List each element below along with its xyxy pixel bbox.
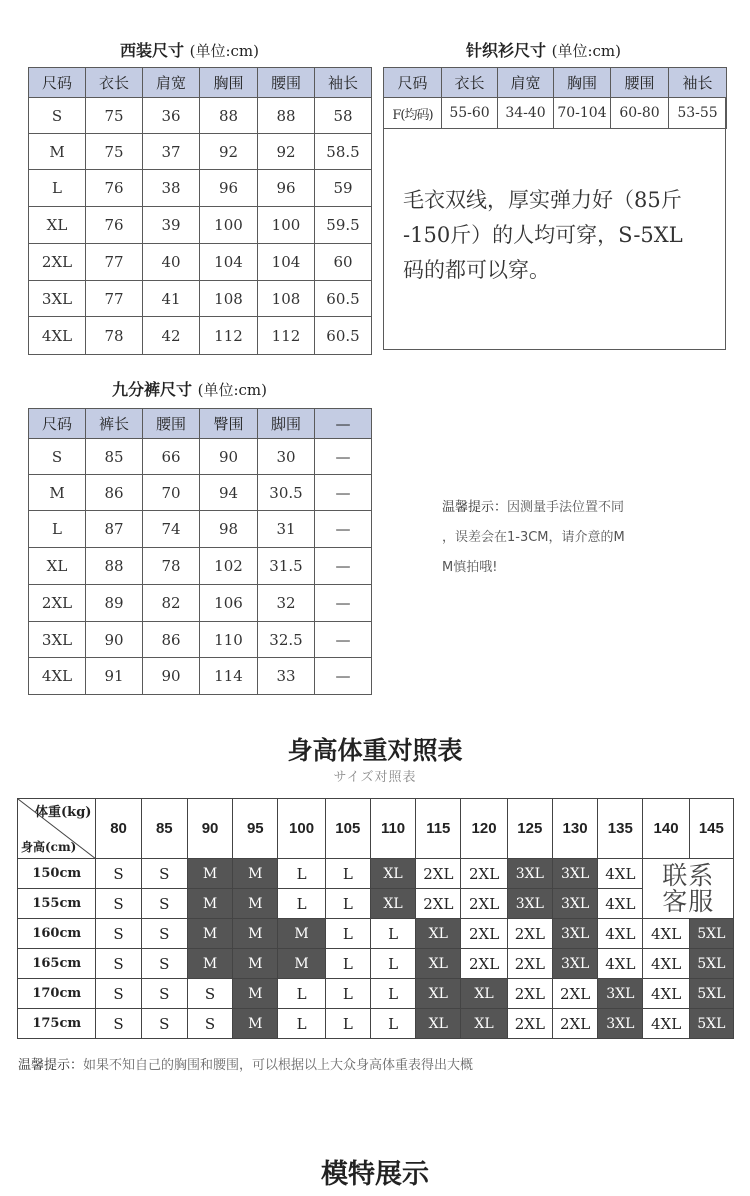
cell: 58.5: [315, 134, 372, 170]
suit-unit-text: (单位:cm): [189, 42, 259, 60]
cell: 3XL: [29, 281, 86, 317]
corner-weight-label: 体重(kg): [35, 805, 92, 820]
cell: 59.5: [315, 207, 372, 244]
cell: 90: [143, 658, 200, 695]
weight-header-cell: 140: [643, 799, 689, 859]
size-cell: L: [325, 919, 370, 949]
size-cell: M: [278, 919, 325, 949]
size-cell: S: [96, 859, 141, 889]
size-cell: 4XL: [643, 949, 689, 979]
cell: 58: [315, 98, 372, 134]
size-cell: 2XL: [461, 889, 507, 919]
table-row: [29, 622, 372, 658]
cell: 75: [86, 98, 143, 134]
cell: 92: [200, 134, 258, 170]
cell: 104: [200, 244, 258, 281]
size-cell: S: [96, 1009, 141, 1039]
cell: 37: [143, 134, 200, 170]
size-cell: L: [370, 949, 415, 979]
size-cell: 5XL: [689, 979, 733, 1009]
cell: 4XL: [29, 658, 86, 695]
pants-header-length: 裤长: [86, 409, 143, 439]
size-cell: M: [187, 919, 232, 949]
table-row: [29, 317, 372, 355]
cell: 36: [143, 98, 200, 134]
knit-note-line: -150斤）的人均可穿，S-5XL: [403, 223, 683, 247]
size-cell: 4XL: [598, 919, 643, 949]
hw-title: 身高体重对照表: [287, 736, 463, 765]
size-cell: M: [187, 859, 232, 889]
knit-size-box: [383, 67, 726, 350]
table-row: [29, 511, 372, 548]
size-cell: 4XL: [643, 1009, 689, 1039]
cell: 70: [143, 475, 200, 511]
size-cell: S: [96, 889, 141, 919]
cell: 2XL: [29, 585, 86, 622]
table-row: [29, 281, 372, 317]
table-row: [29, 475, 372, 511]
size-cell: S: [141, 859, 187, 889]
cell: 106: [200, 585, 258, 622]
measurement-tip: [442, 493, 742, 583]
suit-header-sleeve: 袖长: [315, 68, 372, 98]
cell: 39: [143, 207, 200, 244]
height-cell: 155cm: [18, 889, 96, 919]
cell: 76: [86, 170, 143, 207]
size-cell: L: [325, 949, 370, 979]
weight-header-cell: 120: [461, 799, 507, 859]
size-cell: 4XL: [598, 889, 643, 919]
cell: 89: [86, 585, 143, 622]
cell: —: [315, 511, 372, 548]
cell: 100: [258, 207, 315, 244]
suit-header-waist: 腰围: [258, 68, 315, 98]
cell: 112: [200, 317, 258, 355]
size-cell: XL: [416, 1009, 461, 1039]
size-cell: S: [96, 919, 141, 949]
cell: 55-60: [442, 98, 498, 129]
cell: 94: [200, 475, 258, 511]
cell: 82: [143, 585, 200, 622]
size-cell: L: [370, 979, 415, 1009]
cell: 31: [258, 511, 315, 548]
cell: 40: [143, 244, 200, 281]
cell: XL: [29, 548, 86, 585]
cell: 86: [143, 622, 200, 658]
table-row: [29, 585, 372, 622]
weight-header-cell: 125: [507, 799, 552, 859]
table-corner: [18, 799, 96, 859]
pants-header-hip: 臀围: [200, 409, 258, 439]
size-cell: L: [370, 919, 415, 949]
cell: 60.5: [315, 317, 372, 355]
size-cell: S: [96, 949, 141, 979]
cell: 90: [200, 439, 258, 475]
weight-header-cell: 110: [370, 799, 415, 859]
table-row: [18, 979, 734, 1009]
knit-header-chest: 胸围: [554, 68, 611, 98]
size-cell: 3XL: [552, 919, 597, 949]
weight-header-cell: 115: [416, 799, 461, 859]
suit-size-title: [120, 38, 259, 61]
cell: 76: [86, 207, 143, 244]
cell: 108: [200, 281, 258, 317]
knit-title-text: 针织衫尺寸: [466, 41, 547, 60]
pants-header-waist: 腰围: [143, 409, 200, 439]
table-row: [18, 889, 734, 919]
cell: 87: [86, 511, 143, 548]
cell: 32: [258, 585, 315, 622]
suit-header-size: 尺码: [29, 68, 86, 98]
cell: 88: [200, 98, 258, 134]
size-cell: 2XL: [507, 919, 552, 949]
table-row: [29, 98, 372, 134]
cell: 30.5: [258, 475, 315, 511]
size-cell: 3XL: [507, 859, 552, 889]
table-row: [384, 98, 727, 129]
size-cell: 3XL: [552, 949, 597, 979]
size-cell: 2XL: [507, 1009, 552, 1039]
cell: 66: [143, 439, 200, 475]
knit-header-length: 衣长: [442, 68, 498, 98]
height-cell: 175cm: [18, 1009, 96, 1039]
weight-header-cell: 95: [233, 799, 278, 859]
size-cell: M: [233, 1009, 278, 1039]
size-cell: 5XL: [689, 919, 733, 949]
table-row: [29, 170, 372, 207]
size-cell: M: [233, 889, 278, 919]
pants-header-size: 尺码: [29, 409, 86, 439]
size-cell: M: [278, 949, 325, 979]
cell: 60: [315, 244, 372, 281]
weight-header-cell: 90: [187, 799, 232, 859]
cell: 53-55: [669, 98, 727, 129]
size-cell: 3XL: [552, 859, 597, 889]
contact-line: 客服: [662, 886, 715, 916]
table-row: [18, 949, 734, 979]
pants-unit-text: (单位:cm): [197, 381, 267, 399]
size-cell: 5XL: [689, 949, 733, 979]
size-cell: M: [233, 859, 278, 889]
tip-line: ，误差会在1-3CM，请介意的M: [442, 530, 625, 545]
table-row: [18, 859, 734, 889]
size-cell: 4XL: [598, 949, 643, 979]
size-cell: S: [187, 979, 232, 1009]
size-cell: 4XL: [643, 979, 689, 1009]
cell: 114: [200, 658, 258, 695]
cell: M: [29, 475, 86, 511]
cell: 86: [86, 475, 143, 511]
knit-size-table: [383, 67, 727, 129]
cell: —: [315, 658, 372, 695]
suit-size-table: [28, 67, 372, 355]
weight-header-cell: 130: [552, 799, 597, 859]
size-cell: L: [278, 1009, 325, 1039]
size-cell: 2XL: [416, 889, 461, 919]
cell: 85: [86, 439, 143, 475]
size-cell: 2XL: [507, 949, 552, 979]
size-cell: 2XL: [552, 979, 597, 1009]
height-cell: 150cm: [18, 859, 96, 889]
size-cell: S: [141, 949, 187, 979]
cell: 77: [86, 281, 143, 317]
size-cell: L: [325, 1009, 370, 1039]
weight-header-cell: 135: [598, 799, 643, 859]
pants-header-empty: —: [315, 409, 372, 439]
cell: L: [29, 170, 86, 207]
cell: 59: [315, 170, 372, 207]
size-cell: XL: [461, 979, 507, 1009]
size-cell: L: [278, 859, 325, 889]
contact-service-cell: [643, 859, 734, 919]
size-cell: M: [187, 949, 232, 979]
size-cell: XL: [416, 919, 461, 949]
table-row: [29, 548, 372, 585]
cell: 38: [143, 170, 200, 207]
cell: 108: [258, 281, 315, 317]
size-cell: 2XL: [416, 859, 461, 889]
cell: M: [29, 134, 86, 170]
size-cell: S: [141, 979, 187, 1009]
cell: —: [315, 585, 372, 622]
height-cell: 160cm: [18, 919, 96, 949]
knit-note: [403, 183, 683, 288]
cell: 60-80: [611, 98, 669, 129]
cell: 75: [86, 134, 143, 170]
contact-line: 联系: [662, 860, 715, 890]
size-cell: XL: [370, 859, 415, 889]
size-cell: 2XL: [507, 979, 552, 1009]
pants-title-text: 九分裤尺寸: [112, 380, 193, 399]
pants-header-ankle: 脚围: [258, 409, 315, 439]
cell: 92: [258, 134, 315, 170]
table-header-row: [18, 799, 734, 859]
cell: —: [315, 439, 372, 475]
tip-line: 因测量手法位置不同: [507, 500, 625, 515]
cell: XL: [29, 207, 86, 244]
size-cell: S: [141, 889, 187, 919]
size-cell: 2XL: [461, 859, 507, 889]
size-cell: L: [278, 889, 325, 919]
cell: 96: [200, 170, 258, 207]
cell: 42: [143, 317, 200, 355]
model-title: 模特展示: [321, 1159, 429, 1190]
pants-size-title: [112, 377, 267, 400]
cell: F(均码): [384, 98, 442, 129]
size-cell: 4XL: [598, 859, 643, 889]
size-cell: XL: [461, 1009, 507, 1039]
weight-header-cell: 145: [689, 799, 733, 859]
suit-title-text: 西装尺寸: [120, 41, 185, 60]
size-cell: S: [141, 1009, 187, 1039]
hw-subtitle: サイズ对照表: [333, 770, 417, 785]
cell: 78: [86, 317, 143, 355]
height-cell: 170cm: [18, 979, 96, 1009]
table-row: [29, 244, 372, 281]
cell: 88: [86, 548, 143, 585]
weight-header-cell: 105: [325, 799, 370, 859]
cell: 31.5: [258, 548, 315, 585]
size-cell: 4XL: [643, 919, 689, 949]
table-row: [29, 207, 372, 244]
size-cell: 3XL: [598, 1009, 643, 1039]
cell: 60.5: [315, 281, 372, 317]
cell: —: [315, 548, 372, 585]
suit-header-shoulder: 肩宽: [143, 68, 200, 98]
knit-size-title: [466, 38, 621, 61]
weight-header-cell: 85: [141, 799, 187, 859]
knit-header-shoulder: 肩宽: [498, 68, 554, 98]
cell: 74: [143, 511, 200, 548]
cell: 77: [86, 244, 143, 281]
corner-height-label: 身高(cm): [21, 840, 77, 854]
cell: 3XL: [29, 622, 86, 658]
cell: S: [29, 439, 86, 475]
height-weight-table: [17, 798, 734, 1039]
suit-header-chest: 胸围: [200, 68, 258, 98]
size-cell: XL: [416, 949, 461, 979]
hw-tip-label: 温馨提示：: [18, 1058, 84, 1073]
cell: 104: [258, 244, 315, 281]
size-cell: 2XL: [461, 919, 507, 949]
cell: S: [29, 98, 86, 134]
table-row: [29, 439, 372, 475]
knit-header-sleeve: 袖长: [669, 68, 727, 98]
cell: 2XL: [29, 244, 86, 281]
cell: —: [315, 622, 372, 658]
cell: 4XL: [29, 317, 86, 355]
weight-header-cell: 100: [278, 799, 325, 859]
cell: 78: [143, 548, 200, 585]
cell: 70-104: [554, 98, 611, 129]
table-row: [18, 919, 734, 949]
cell: 32.5: [258, 622, 315, 658]
size-cell: 2XL: [461, 949, 507, 979]
height-cell: 165cm: [18, 949, 96, 979]
size-cell: L: [370, 1009, 415, 1039]
tip-label: 温馨提示：: [442, 500, 508, 515]
size-cell: S: [187, 1009, 232, 1039]
size-cell: 5XL: [689, 1009, 733, 1039]
size-cell: S: [96, 979, 141, 1009]
size-cell: XL: [370, 889, 415, 919]
cell: —: [315, 475, 372, 511]
weight-header-cell: 80: [96, 799, 141, 859]
table-row: [29, 658, 372, 695]
hw-tip-text: 如果不知自己的胸围和腰围，可以根据以上大众身高体重表得出大概: [83, 1058, 474, 1073]
hw-tip: [18, 1054, 473, 1073]
cell: 30: [258, 439, 315, 475]
size-cell: 3XL: [598, 979, 643, 1009]
cell: 102: [200, 548, 258, 585]
cell: L: [29, 511, 86, 548]
size-cell: M: [233, 979, 278, 1009]
cell: 112: [258, 317, 315, 355]
knit-note-line: 毛衣双线，厚实弹力好（85斤: [403, 188, 682, 212]
pants-size-table: [28, 408, 372, 695]
size-cell: M: [187, 889, 232, 919]
size-cell: M: [233, 949, 278, 979]
cell: 91: [86, 658, 143, 695]
knit-unit-text: (单位:cm): [551, 42, 621, 60]
size-cell: L: [325, 859, 370, 889]
size-cell: 3XL: [507, 889, 552, 919]
table-row: [29, 134, 372, 170]
knit-header-waist: 腰围: [611, 68, 669, 98]
suit-header-length: 衣长: [86, 68, 143, 98]
size-cell: L: [278, 979, 325, 1009]
size-cell: L: [325, 889, 370, 919]
knit-header-size: 尺码: [384, 68, 442, 98]
size-cell: 2XL: [552, 1009, 597, 1039]
cell: 96: [258, 170, 315, 207]
size-cell: L: [325, 979, 370, 1009]
size-cell: 3XL: [552, 889, 597, 919]
cell: 88: [258, 98, 315, 134]
tip-line: M慎拍哦!: [442, 560, 498, 575]
cell: 98: [200, 511, 258, 548]
cell: 100: [200, 207, 258, 244]
size-cell: XL: [416, 979, 461, 1009]
cell: 34-40: [498, 98, 554, 129]
size-cell: M: [233, 919, 278, 949]
table-row: [18, 1009, 734, 1039]
cell: 110: [200, 622, 258, 658]
cell: 41: [143, 281, 200, 317]
cell: 90: [86, 622, 143, 658]
knit-note-line: 码的都可以穿。: [403, 258, 550, 282]
cell: 33: [258, 658, 315, 695]
size-cell: S: [141, 919, 187, 949]
